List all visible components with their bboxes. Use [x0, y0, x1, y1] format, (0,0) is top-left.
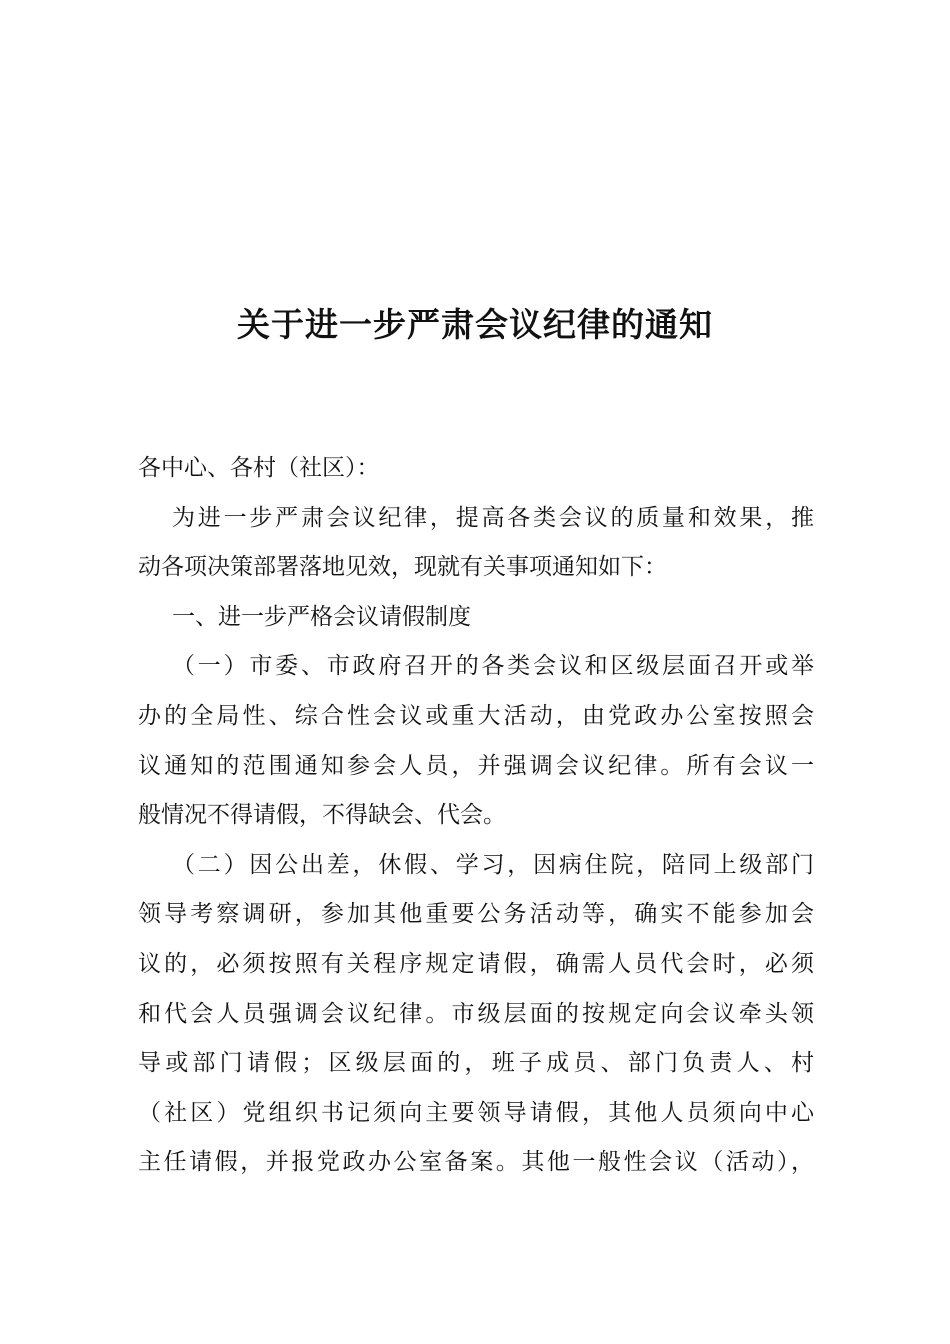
paragraph-3-line-4: 和代会人员强调会议纪律。市级层面的按规定向会议牵头领	[138, 1000, 814, 1027]
paragraph-3-line-2: 领导考察调研，参加其他重要公务活动等，确实不能参加会	[138, 901, 814, 928]
paragraph-2-line-1: （一）市委、市政府召开的各类会议和区级层面召开或举	[172, 653, 814, 680]
paragraph-3-line-7: 主任请假，并报党政办公室备案。其他一般性会议（活动），	[138, 1149, 814, 1176]
document-title: 关于进一步严肃会议纪律的通知	[237, 305, 713, 344]
paragraph-3-line-5: 导或部门请假；区级层面的，班子成员、部门负责人、村	[138, 1050, 814, 1077]
paragraph-3-line-1: （二）因公出差，休假、学习，因病住院，陪同上级部门	[172, 851, 814, 878]
section-heading-1: 一、进一步严格会议请假制度	[172, 603, 471, 630]
paragraph-2-line-2: 办的全局性、综合性会议或重大活动，由党政办公室按照会	[138, 702, 814, 729]
paragraph-3-line-3: 议的，必须按照有关程序规定请假，确需人员代会时，必须	[138, 950, 814, 977]
salutation: 各中心、各村（社区）：	[138, 455, 380, 481]
document-body	[138, 444, 814, 1188]
paragraph-1-line-2: 动各项决策部署落地见效，现就有关事项通知如下：	[138, 554, 667, 581]
paragraph-1-line-1: 为进一步严肃会议纪律，提高各类会议的质量和效果，推	[172, 504, 814, 531]
paragraph-3-line-6: （社区）党组织书记须向主要领导请假，其他人员须向中心	[138, 1099, 814, 1126]
paragraph-2-line-4: 般情况不得请假，不得缺会、代会。	[138, 802, 506, 829]
paragraph-2-line-3: 议通知的范围通知参会人员，并强调会议纪律。所有会议一	[138, 752, 814, 779]
